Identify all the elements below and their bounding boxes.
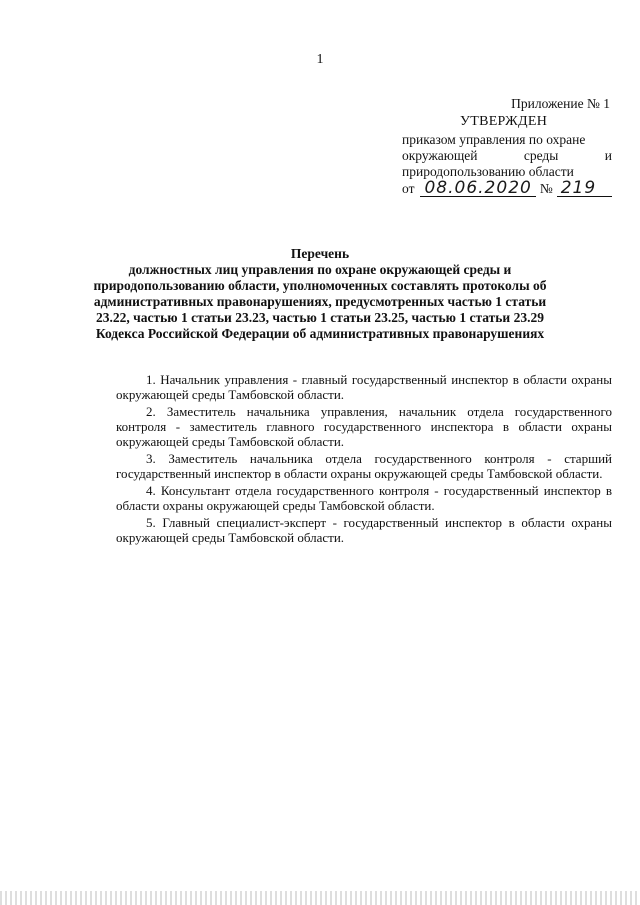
title-line: природопользованию области, уполномоченных составлять протоколы об: [93, 278, 547, 293]
order-reference: [402, 132, 612, 180]
title-line: административных правонарушениях, предусмотренных частью 1 статьи: [93, 294, 547, 309]
number-sign: №: [539, 181, 553, 196]
order-word: и: [604, 148, 612, 163]
handwritten-date: 08.06.2020: [420, 180, 535, 197]
order-line-1: приказом управления по охране: [402, 132, 586, 147]
order-word: среды: [523, 148, 559, 163]
list-item: 4. Консультант отдела государственного контроля - государственный инспектор в области охраны окружающей среды Тамбовской области.: [116, 483, 612, 513]
approved-label: УТВЕРЖДЕН: [460, 114, 548, 129]
list-item: 5. Главный специалист-эксперт - государственный инспектор в области охраны окружающей среды Тамбовской области.: [116, 515, 612, 545]
title-line: Перечень: [290, 246, 350, 261]
document-title: [90, 246, 550, 342]
order-date-row: [402, 180, 612, 197]
title-line: 23.22, частью 1 статьи 23.23, частью 1 статьи 23.25, частью 1 статьи 23.29: [96, 310, 544, 325]
list-item: 1. Начальник управления - главный государственный инспектор в области охраны окружающей среды Тамбовской области.: [116, 372, 612, 402]
list-item: 3. Заместитель начальника отдела государственного контроля - старший государственный инспектор в области охраны окружающей среды Тамбовской области.: [116, 451, 612, 481]
order-line-2: [402, 148, 612, 164]
title-line: Кодекса Российской Федерации об административных правонарушениях: [95, 326, 545, 341]
date-prefix: от: [402, 181, 415, 196]
order-word: окружающей: [402, 148, 478, 163]
list-item: 2. Заместитель начальника управления, начальник отдела государственного контроля - заместитель главного государственного инспектора в области охраны окружающей среды Тамбовской области.: [116, 404, 612, 449]
order-line-3: природопользованию области: [402, 164, 574, 179]
title-line: должностных лиц управления по охране окружающей среды и: [128, 262, 512, 277]
scan-artifact-strip: [0, 891, 640, 905]
page-number: 1: [316, 52, 324, 67]
officials-list: [116, 372, 612, 547]
handwritten-number: 219: [557, 180, 612, 197]
annex-label: Приложение № 1: [511, 96, 610, 111]
